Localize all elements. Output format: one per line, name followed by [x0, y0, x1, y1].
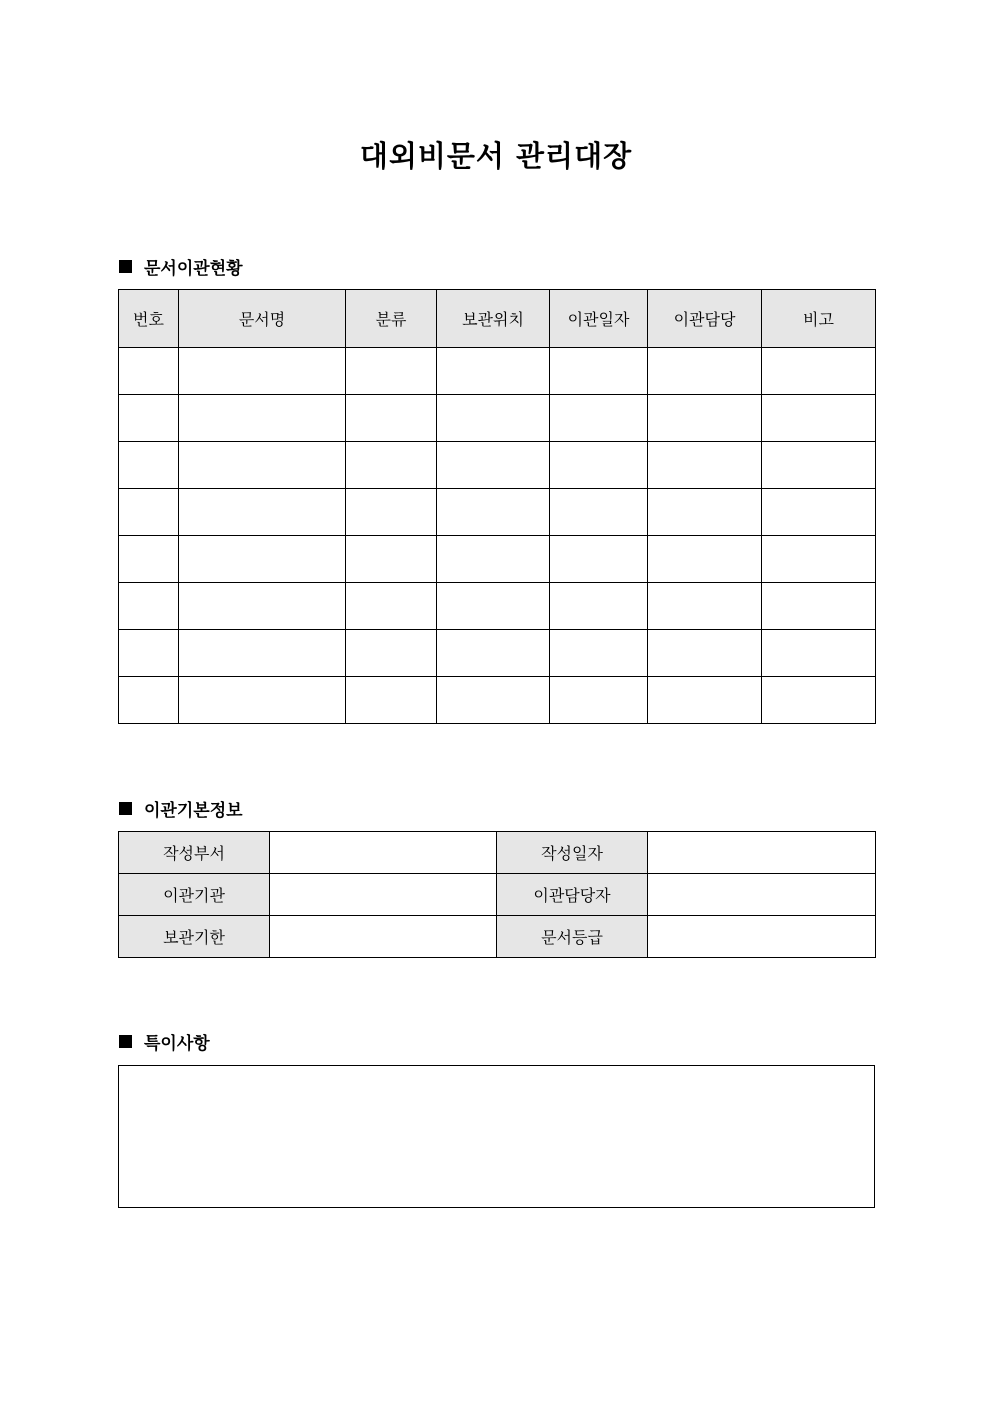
cell-number[interactable] — [119, 536, 179, 583]
column-header-category: 분류 — [346, 290, 437, 348]
cell-document-name[interactable] — [179, 395, 346, 442]
cell-document-name[interactable] — [179, 536, 346, 583]
cell-storage-location[interactable] — [437, 583, 550, 630]
cell-transfer-date[interactable] — [550, 489, 648, 536]
label-document-grade: 문서등급 — [497, 916, 648, 958]
square-bullet-icon — [119, 260, 132, 273]
cell-number[interactable] — [119, 677, 179, 724]
cell-storage-location[interactable] — [437, 630, 550, 677]
cell-category[interactable] — [346, 583, 437, 630]
transfer-table-body — [119, 348, 876, 724]
cell-category[interactable] — [346, 677, 437, 724]
cell-transfer-manager[interactable] — [648, 489, 762, 536]
cell-transfer-date[interactable] — [550, 630, 648, 677]
cell-transfer-date[interactable] — [550, 348, 648, 395]
transfer-agency-field[interactable] — [270, 874, 497, 916]
cell-category[interactable] — [346, 489, 437, 536]
cell-transfer-manager[interactable] — [648, 395, 762, 442]
cell-transfer-manager[interactable] — [648, 536, 762, 583]
square-bullet-icon — [119, 1035, 132, 1048]
cell-category[interactable] — [346, 442, 437, 489]
column-header-remarks: 비고 — [762, 290, 876, 348]
cell-category[interactable] — [346, 536, 437, 583]
section-heading-label: 이관기본정보 — [144, 801, 243, 821]
cell-transfer-manager[interactable] — [648, 630, 762, 677]
cell-storage-location[interactable] — [437, 395, 550, 442]
table-row — [119, 630, 876, 677]
cell-category[interactable] — [346, 630, 437, 677]
section-heading-notes — [119, 1029, 210, 1054]
cell-remarks[interactable] — [762, 348, 876, 395]
cell-remarks[interactable] — [762, 395, 876, 442]
special-notes-box[interactable] — [118, 1065, 875, 1208]
column-header-storage-location: 보관위치 — [437, 290, 550, 348]
cell-category[interactable] — [346, 348, 437, 395]
cell-transfer-date[interactable] — [550, 395, 648, 442]
cell-category[interactable] — [346, 395, 437, 442]
section-heading-info — [119, 796, 243, 821]
cell-remarks[interactable] — [762, 536, 876, 583]
section-heading-transfer — [119, 254, 243, 279]
cell-document-name[interactable] — [179, 583, 346, 630]
cell-transfer-date[interactable] — [550, 442, 648, 489]
table-row — [119, 916, 876, 958]
transfer-person-field[interactable] — [648, 874, 876, 916]
table-row — [119, 583, 876, 630]
cell-number[interactable] — [119, 395, 179, 442]
created-date-field[interactable] — [648, 832, 876, 874]
cell-document-name[interactable] — [179, 348, 346, 395]
cell-storage-location[interactable] — [437, 677, 550, 724]
square-bullet-icon — [119, 802, 132, 815]
retention-period-field[interactable] — [270, 916, 497, 958]
cell-transfer-manager[interactable] — [648, 442, 762, 489]
cell-remarks[interactable] — [762, 630, 876, 677]
cell-document-name[interactable] — [179, 677, 346, 724]
cell-remarks[interactable] — [762, 489, 876, 536]
cell-transfer-manager[interactable] — [648, 583, 762, 630]
label-transfer-person: 이관담당자 — [497, 874, 648, 916]
cell-storage-location[interactable] — [437, 442, 550, 489]
cell-transfer-date[interactable] — [550, 536, 648, 583]
table-row — [119, 874, 876, 916]
author-department-field[interactable] — [270, 832, 497, 874]
cell-document-name[interactable] — [179, 442, 346, 489]
cell-number[interactable] — [119, 442, 179, 489]
cell-document-name[interactable] — [179, 489, 346, 536]
cell-number[interactable] — [119, 630, 179, 677]
cell-storage-location[interactable] — [437, 348, 550, 395]
table-row — [119, 677, 876, 724]
cell-remarks[interactable] — [762, 583, 876, 630]
label-created-date: 작성일자 — [497, 832, 648, 874]
transfer-status-table — [118, 289, 876, 724]
cell-transfer-manager[interactable] — [648, 348, 762, 395]
cell-remarks[interactable] — [762, 442, 876, 489]
column-header-number: 번호 — [119, 290, 179, 348]
cell-number[interactable] — [119, 583, 179, 630]
cell-transfer-manager[interactable] — [648, 677, 762, 724]
label-author-department: 작성부서 — [119, 832, 270, 874]
column-header-transfer-manager: 이관담당 — [648, 290, 762, 348]
column-header-transfer-date: 이관일자 — [550, 290, 648, 348]
table-row — [119, 395, 876, 442]
label-retention-period: 보관기한 — [119, 916, 270, 958]
cell-storage-location[interactable] — [437, 536, 550, 583]
cell-storage-location[interactable] — [437, 489, 550, 536]
table-header-row — [119, 290, 876, 348]
section-heading-label: 특이사항 — [144, 1034, 210, 1054]
column-header-document-name: 문서명 — [179, 290, 346, 348]
document-grade-field[interactable] — [648, 916, 876, 958]
table-row — [119, 489, 876, 536]
transfer-info-table — [118, 831, 876, 958]
cell-remarks[interactable] — [762, 677, 876, 724]
label-transfer-agency: 이관기관 — [119, 874, 270, 916]
section-heading-label: 문서이관현황 — [144, 259, 243, 279]
document-title: 대외비문서 관리대장 — [359, 139, 633, 173]
cell-transfer-date[interactable] — [550, 583, 648, 630]
table-row — [119, 536, 876, 583]
cell-number[interactable] — [119, 348, 179, 395]
cell-number[interactable] — [119, 489, 179, 536]
table-row — [119, 348, 876, 395]
cell-transfer-date[interactable] — [550, 677, 648, 724]
table-row — [119, 832, 876, 874]
table-row — [119, 442, 876, 489]
cell-document-name[interactable] — [179, 630, 346, 677]
